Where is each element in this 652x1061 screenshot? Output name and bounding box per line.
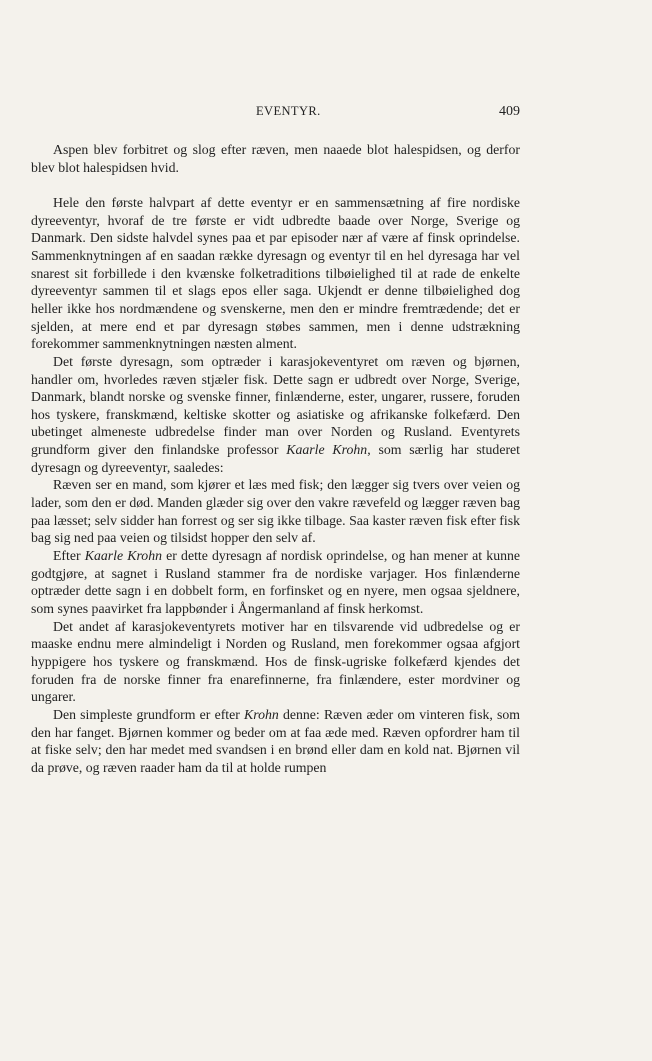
author-name: Kaarle Krohn (84, 548, 162, 564)
paragraph-text: Efter (53, 548, 85, 564)
paragraph-text: , som særlig har studeret dyresagn og dyreeventyr, saaledes: (31, 442, 520, 475)
paragraph-text: denne: Ræven æder om vinteren fisk, som den har fanget. Bjørnen kommer og beder om at faa æde med. Ræven opfordrer ham til at fiske selv; den har medet med svandsen i en brønd eller dam en kold nat. Bjørnen vil da prøve, og ræven raader ham da til at holde rumpen (31, 706, 520, 775)
book-page (31, 0, 520, 1061)
page-number: 409 (499, 104, 520, 119)
paragraph-3 (31, 353, 520, 477)
paragraph-4 (31, 476, 520, 547)
page-header (31, 104, 520, 126)
author-name: Kaarle Krohn (286, 442, 368, 458)
paragraph-text: Den simpleste grundform er efter (53, 706, 245, 722)
paragraph-text: Det første dyresagn, som optræder i karasjokeventyret om ræven og bjørnen, handler om, hvorledes ræven stjæler fisk. Dette sagn er udbredt over Norge, Sverige, Danmark, blandt norske og svenske finner, finlænderne, ester, ungarer, russere, foruden hos tyskere, franskmænd, keltiske skotter og asiatiske og afrikanske folkefærd. Den ubetinget almeneste udbredelse finder man over Norden og Rusland. Eventyrets grundform giver den finlandske professor (31, 353, 520, 458)
running-head: EVENTYR. (256, 104, 321, 118)
paragraph-7 (31, 706, 520, 777)
paragraph-text: Ræven ser en mand, som kjører et læs med fisk; den lægger sig tvers over veien og lader, som den er død. Manden glæder sig over den vakre rævefeld og lægger ræven bag paa læsset; selv sidder han forrest og ser sig ikke tilbage. Saa kaster ræven fisk efter fisk bag sig ned paa veien og tilsidst hopper den selv af. (31, 477, 520, 546)
author-name: Krohn (244, 706, 279, 722)
paragraph-2 (31, 194, 520, 353)
paragraph-text: Aspen blev forbitret og slog efter ræven, men naaede blot halespidsen, og derfor blev blot halespidsen hvid. (31, 142, 520, 175)
paragraph-text: er dette dyresagn af nordisk oprindelse, og han mener at kunne godtgjøre, at sagnet i Rusland stammer fra de nordiske varjager. Hos finlænderne optræder dette sagn i en dobbelt form, en forfinsket og en nyere, men ogsaa sjeldnere, som synes paavirket fra lappbønder i Ångermanland af finsk herkomst. (31, 548, 521, 617)
paragraph-text: Det andet af karasjokeventyrets motiver har en tilsvarende vid udbredelse og er maaske endnu mere almindeligt i Norden og Rusland, men forekommer ogsaa afgjort hyppigere hos tyskere og franskmænd. Hos de finsk-ugriske folkefærd kjendes det foruden fra de norske finner fra enarefinnerne, fra finlændere, ester mordviner og ungarer. (31, 618, 520, 705)
page-body (31, 141, 520, 777)
paragraph-text: Hele den første halvpart af dette eventyr er en sammensætning af fire nordiske dyreeventyr, hvoraf de tre første er vidt udbredte baade over Norge, Sverige og Danmark. Den sidste halvdel synes paa et par episoder nær af være af finsk oprindelse. Sammenknytningen af en saadan række dyresagn og eventyr til en hel dyresaga har vel snarest sit forbillede i den kvænske folketraditions tilbøielighed til at rade de enkelte dyreeventyr sammen til et slags epos eller saga. Ukjendt er denne tilbøielighed dog heller ikke hos nordmændene og svenskerne, men den er mindre fremtrædende; det er sjelden, at mere end et par dyresagn støbes sammen, men i denne udstrækning forekommer sammenknytningen næsten alment. (31, 194, 520, 352)
paragraph-5 (31, 547, 520, 618)
paragraph-1 (31, 141, 520, 176)
paragraph-6 (31, 618, 520, 706)
